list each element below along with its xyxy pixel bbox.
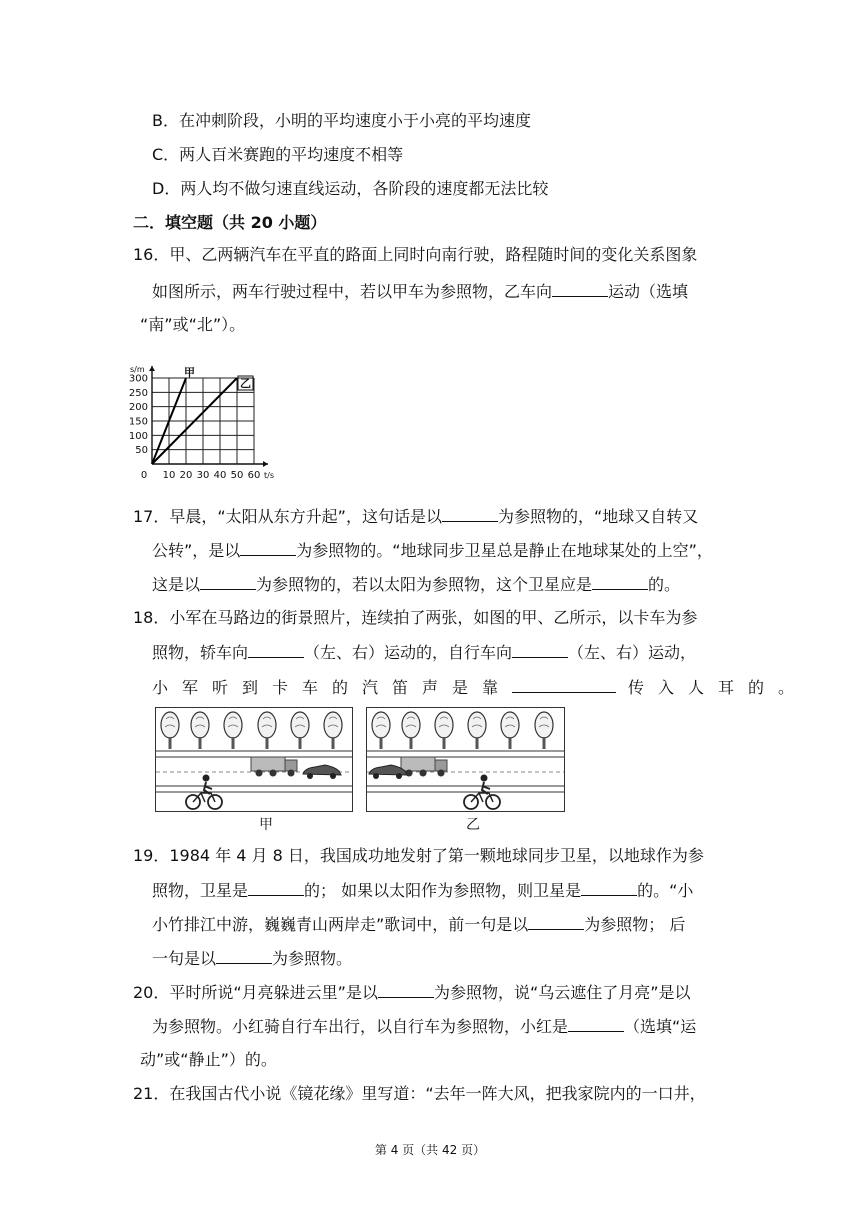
q17-text-d: 为参照物的。“地球同步卫星总是静止在地球某处的上空”，	[296, 541, 713, 560]
x-tick-label: 40	[213, 470, 227, 481]
q18-line-1: 18．小军在马路边的街景照片，连续拍了两张，如图的甲、乙所示，以卡车为参	[133, 608, 698, 627]
x-axis-arrow	[263, 461, 268, 467]
q18-text-c: （左、右）运动，	[568, 643, 697, 662]
distance-time-chart	[118, 360, 288, 498]
chart-grid	[152, 378, 254, 464]
y-axis-label: s/m	[130, 365, 145, 374]
q17-text-g: 的。	[648, 575, 681, 594]
label-yi: 乙	[466, 817, 480, 833]
q20-text-b: 为参照物，说“乌云遮住了月亮”是以	[433, 983, 691, 1002]
q18-blank-2	[512, 641, 568, 658]
option-d: D．两人均不做匀速直线运动，各阶段的速度都无法比较	[152, 179, 549, 198]
q20-text-a: 20．平时所说“月亮躲进云里”是以	[133, 983, 378, 1002]
q16-blank-1	[552, 280, 608, 297]
option-b: B．在冲刺阶段，小明的平均速度小于小亮的平均速度	[152, 111, 531, 130]
q17-text-c: 公转”，是以	[152, 541, 241, 560]
q18-text-b: （左、右）运动的，自行车向	[304, 643, 513, 662]
q19-line-3	[152, 913, 685, 936]
street-scene-figure	[155, 707, 570, 833]
q20-text-c: 为参照物。小红骑自行车出行，以自行车为参照物，小红是	[152, 1017, 569, 1036]
q19-text-b: 的； 如果以太阳作为参照物，则卫星是	[304, 881, 582, 900]
q18-line-3	[152, 676, 808, 699]
q19-text-g: 为参照物。	[272, 949, 353, 968]
q16-line-3: “南”或“北”）。	[140, 315, 246, 334]
panel-right	[367, 708, 565, 812]
q19-line-2	[152, 879, 693, 902]
x-tick-label: 30	[196, 470, 210, 481]
q20-line-1	[133, 981, 691, 1004]
y-tick-label: 200	[128, 402, 148, 414]
x-axis-label: t/s	[264, 471, 274, 480]
q17-text-e: 这是以	[152, 575, 201, 594]
q17-line-1	[133, 505, 698, 528]
truck-icon	[401, 757, 447, 777]
q18-blank-1	[248, 641, 304, 658]
q16-line-1: 16．甲、乙两辆汽车在平直的路面上同时向南行驶，路程随时间的变化关系图象	[133, 245, 698, 264]
x-tick-label: 10	[162, 470, 176, 481]
q20-line-3: 动”或“静止”）的。	[140, 1050, 277, 1069]
q17-text-f: 为参照物的，若以太阳为参照物，这个卫星应是	[256, 575, 593, 594]
q18-line-2	[152, 641, 696, 664]
label-jia: 甲	[259, 817, 273, 833]
page-footer: 第 4 页（共 42 页）	[374, 1143, 486, 1157]
q16-text-b: 运动（选填	[608, 282, 689, 301]
q16-text-a: 如图所示，两车行驶过程中，若以甲车为参照物，乙车向	[152, 282, 553, 301]
q19-blank-1	[248, 879, 304, 896]
x-tick-label: 20	[179, 470, 193, 481]
q19-line-1: 19．1984 年 4 月 8 日，我国成功地发射了第一颗地球同步卫星，以地球作为参	[133, 846, 704, 865]
q19-text-d: 小竹排江中游，巍巍青山两岸走”歌词中，前一句是以	[152, 915, 529, 934]
q18-text-d: 小军听到卡车的汽笛声是靠	[152, 678, 513, 697]
q18-text-a: 照物，轿车向	[152, 643, 249, 662]
q20-text-d: （选填“运	[624, 1017, 697, 1036]
y-tick-label: 150	[128, 416, 148, 428]
q19-line-4	[152, 947, 352, 970]
y-tick-label: 50	[135, 445, 148, 457]
q17-line-3	[152, 573, 680, 596]
y-tick-label: 300	[128, 373, 148, 385]
series-label: 甲	[184, 366, 195, 379]
q17-line-2	[152, 539, 713, 562]
x-tick-label: 50	[230, 470, 244, 481]
q17-blank-4	[592, 573, 648, 590]
x-tick-label: 0	[140, 470, 148, 481]
q19-blank-2	[581, 879, 637, 896]
y-tick-label: 250	[128, 387, 148, 399]
y-tick-label: 100	[128, 430, 148, 442]
q17-blank-3	[200, 573, 256, 590]
option-c: C．两人百米赛跑的平均速度不相等	[152, 145, 404, 164]
q19-text-f: 一句是以	[152, 949, 217, 968]
q16-line-2	[152, 280, 688, 303]
y-axis-arrow	[149, 366, 155, 371]
panel-left	[156, 708, 353, 812]
q20-blank-2	[568, 1015, 624, 1032]
q19-text-e: 为参照物； 后	[584, 915, 686, 934]
q19-text-c: 的。“小	[637, 881, 694, 900]
q19-text-a: 照物，卫星是	[152, 881, 249, 900]
x-tick-label: 60	[247, 470, 261, 481]
q21-line-1: 21．在我国古代小说《镜花缘》里写道：“去年一阵大风，把我家院内的一口井，	[133, 1084, 706, 1103]
series-label: 乙	[240, 377, 251, 390]
q20-blank-1	[378, 981, 434, 998]
q17-text-a: 17．早晨，“太阳从东方升起”，这句话是以	[133, 507, 442, 526]
q18-blank-3	[512, 676, 616, 693]
q19-blank-4	[216, 947, 272, 964]
q17-text-b: 为参照物的，“地球又自转又	[497, 507, 699, 526]
section-title: 二．填空题（共 20 小题）	[133, 213, 327, 232]
q19-blank-3	[528, 913, 584, 930]
q17-blank-1	[442, 505, 498, 522]
truck-icon	[251, 757, 297, 777]
q20-line-2	[152, 1015, 696, 1038]
q18-text-e: 传入人耳的。	[628, 678, 809, 697]
q17-blank-2	[240, 539, 296, 556]
